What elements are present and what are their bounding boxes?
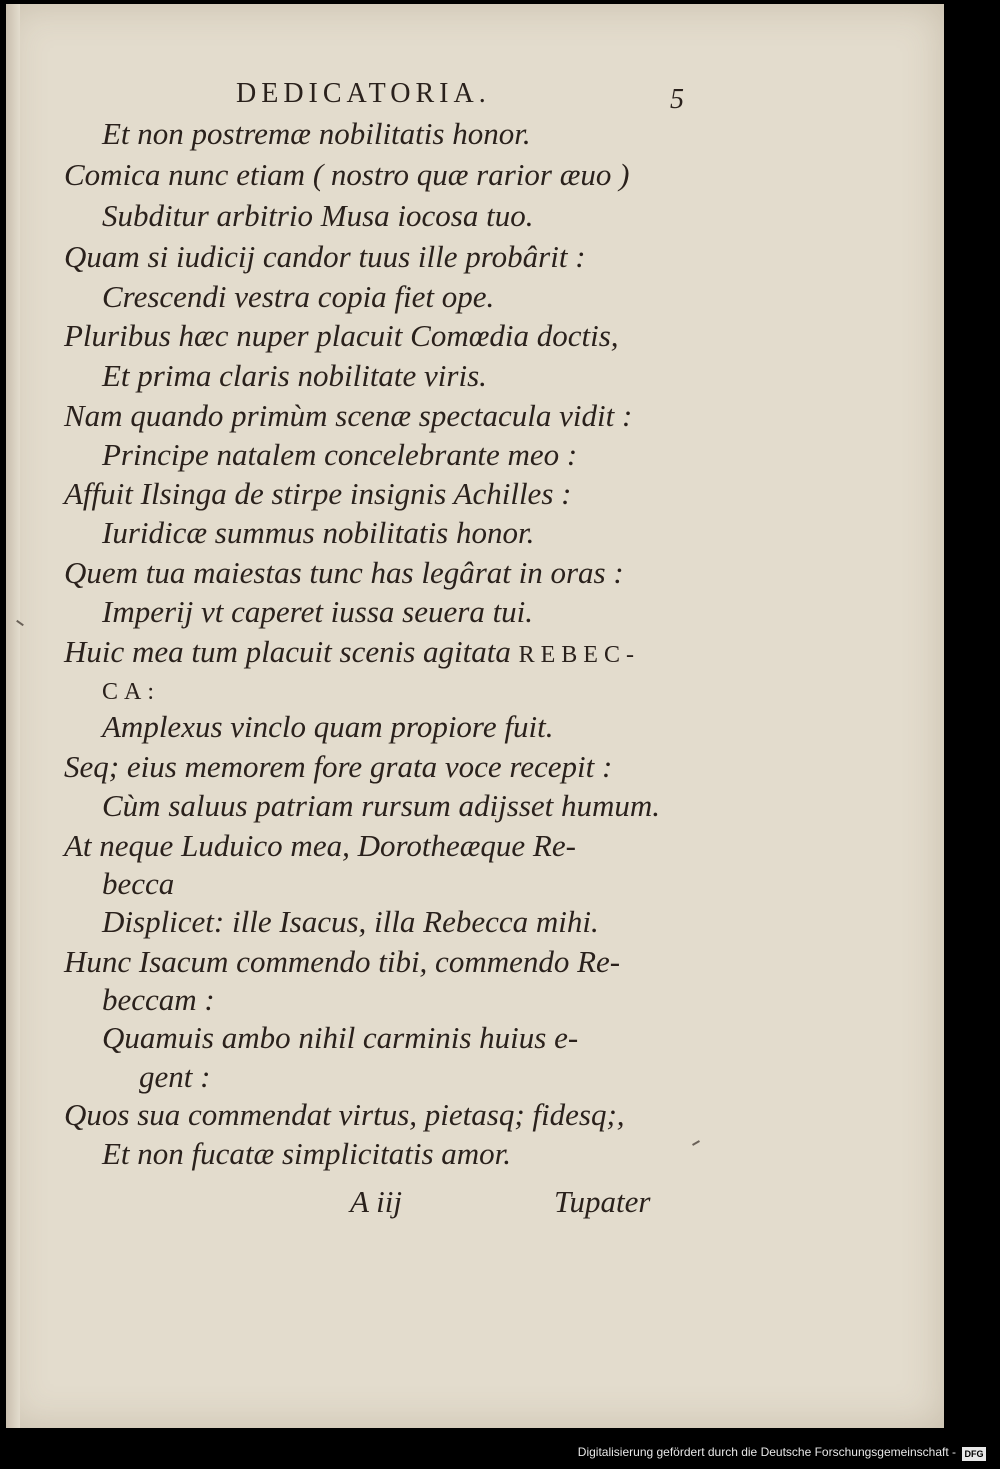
margin-mark xyxy=(692,1140,700,1146)
page-edge xyxy=(6,4,20,1428)
verse-line-rebecca xyxy=(64,634,640,673)
verse-line: Hunc Isacum commendo tibi, commendo Re- xyxy=(64,944,621,979)
verse-line-continuation: becca xyxy=(102,866,175,901)
verse-line: Principe natalem concelebrante meo : xyxy=(102,437,578,472)
verse-line: Et non fucatæ simplicitatis amor. xyxy=(102,1136,512,1171)
verse-line: Quos sua commendat virtus, pietasq; fidesq;, xyxy=(64,1097,625,1132)
running-header: DEDICATORIA. xyxy=(236,78,491,109)
verse-line: Quamuis ambo nihil carminis huius e- xyxy=(102,1020,579,1055)
verse-line-continuation: CA: xyxy=(102,679,161,705)
verse-line-continuation: gent : xyxy=(139,1059,211,1094)
page-number: 5 xyxy=(670,84,684,115)
verse-line: Pluribus hæc nuper placuit Comœdia doctis, xyxy=(64,318,619,353)
digitization-footer xyxy=(0,1429,1000,1469)
signature-mark: A iij xyxy=(350,1184,402,1219)
verse-line: Quam si iudicij candor tuus ille probârit : xyxy=(64,239,586,274)
verse-line: Comica nunc etiam ( nostro quæ rarior æuo ) xyxy=(64,157,630,192)
verse-line: Affuit Ilsinga de stirpe insignis Achilles : xyxy=(64,476,572,511)
verse-line: Et prima claris nobilitate viris. xyxy=(102,358,487,393)
verse-line: Cùm saluus patriam rursum adijsset humum. xyxy=(102,788,661,823)
rebecca-smallcaps: REBEC- xyxy=(518,642,640,668)
dfg-logo: DFG xyxy=(962,1447,986,1461)
verse-line-continuation: beccam : xyxy=(102,982,215,1017)
verse-line: Et non postremæ nobilitatis honor. xyxy=(102,116,531,151)
verse-line: Nam quando primùm scenæ spectacula vidit : xyxy=(64,398,633,433)
verse-line: Crescendi vestra copia fiet ope. xyxy=(102,279,495,314)
verse-line: At neque Luduico mea, Dorotheæque Re- xyxy=(64,828,576,863)
funding-credit: Digitalisierung gefördert durch die Deutsche Forschungsgemeinschaft - xyxy=(577,1445,956,1459)
verse-line: Quem tua maiestas tunc has legârat in oras : xyxy=(64,555,624,590)
verse-line: Iuridicæ summus nobilitatis honor. xyxy=(102,515,535,550)
verse-line: Subditur arbitrio Musa iocosa tuo. xyxy=(102,198,534,233)
catchword: Tupater xyxy=(554,1184,651,1219)
verse-text: Huic mea tum placuit scenis agitata xyxy=(64,634,511,669)
verse-line: Imperij vt caperet iussa seuera tui. xyxy=(102,594,534,629)
verse-line: Amplexus vinclo quam propiore fuit. xyxy=(102,709,554,744)
book-page xyxy=(6,4,944,1428)
verse-line: Seq; eius memorem fore grata voce recepit : xyxy=(64,749,613,784)
verse-line: Displicet: ille Isacus, illa Rebecca mihi. xyxy=(102,904,599,939)
